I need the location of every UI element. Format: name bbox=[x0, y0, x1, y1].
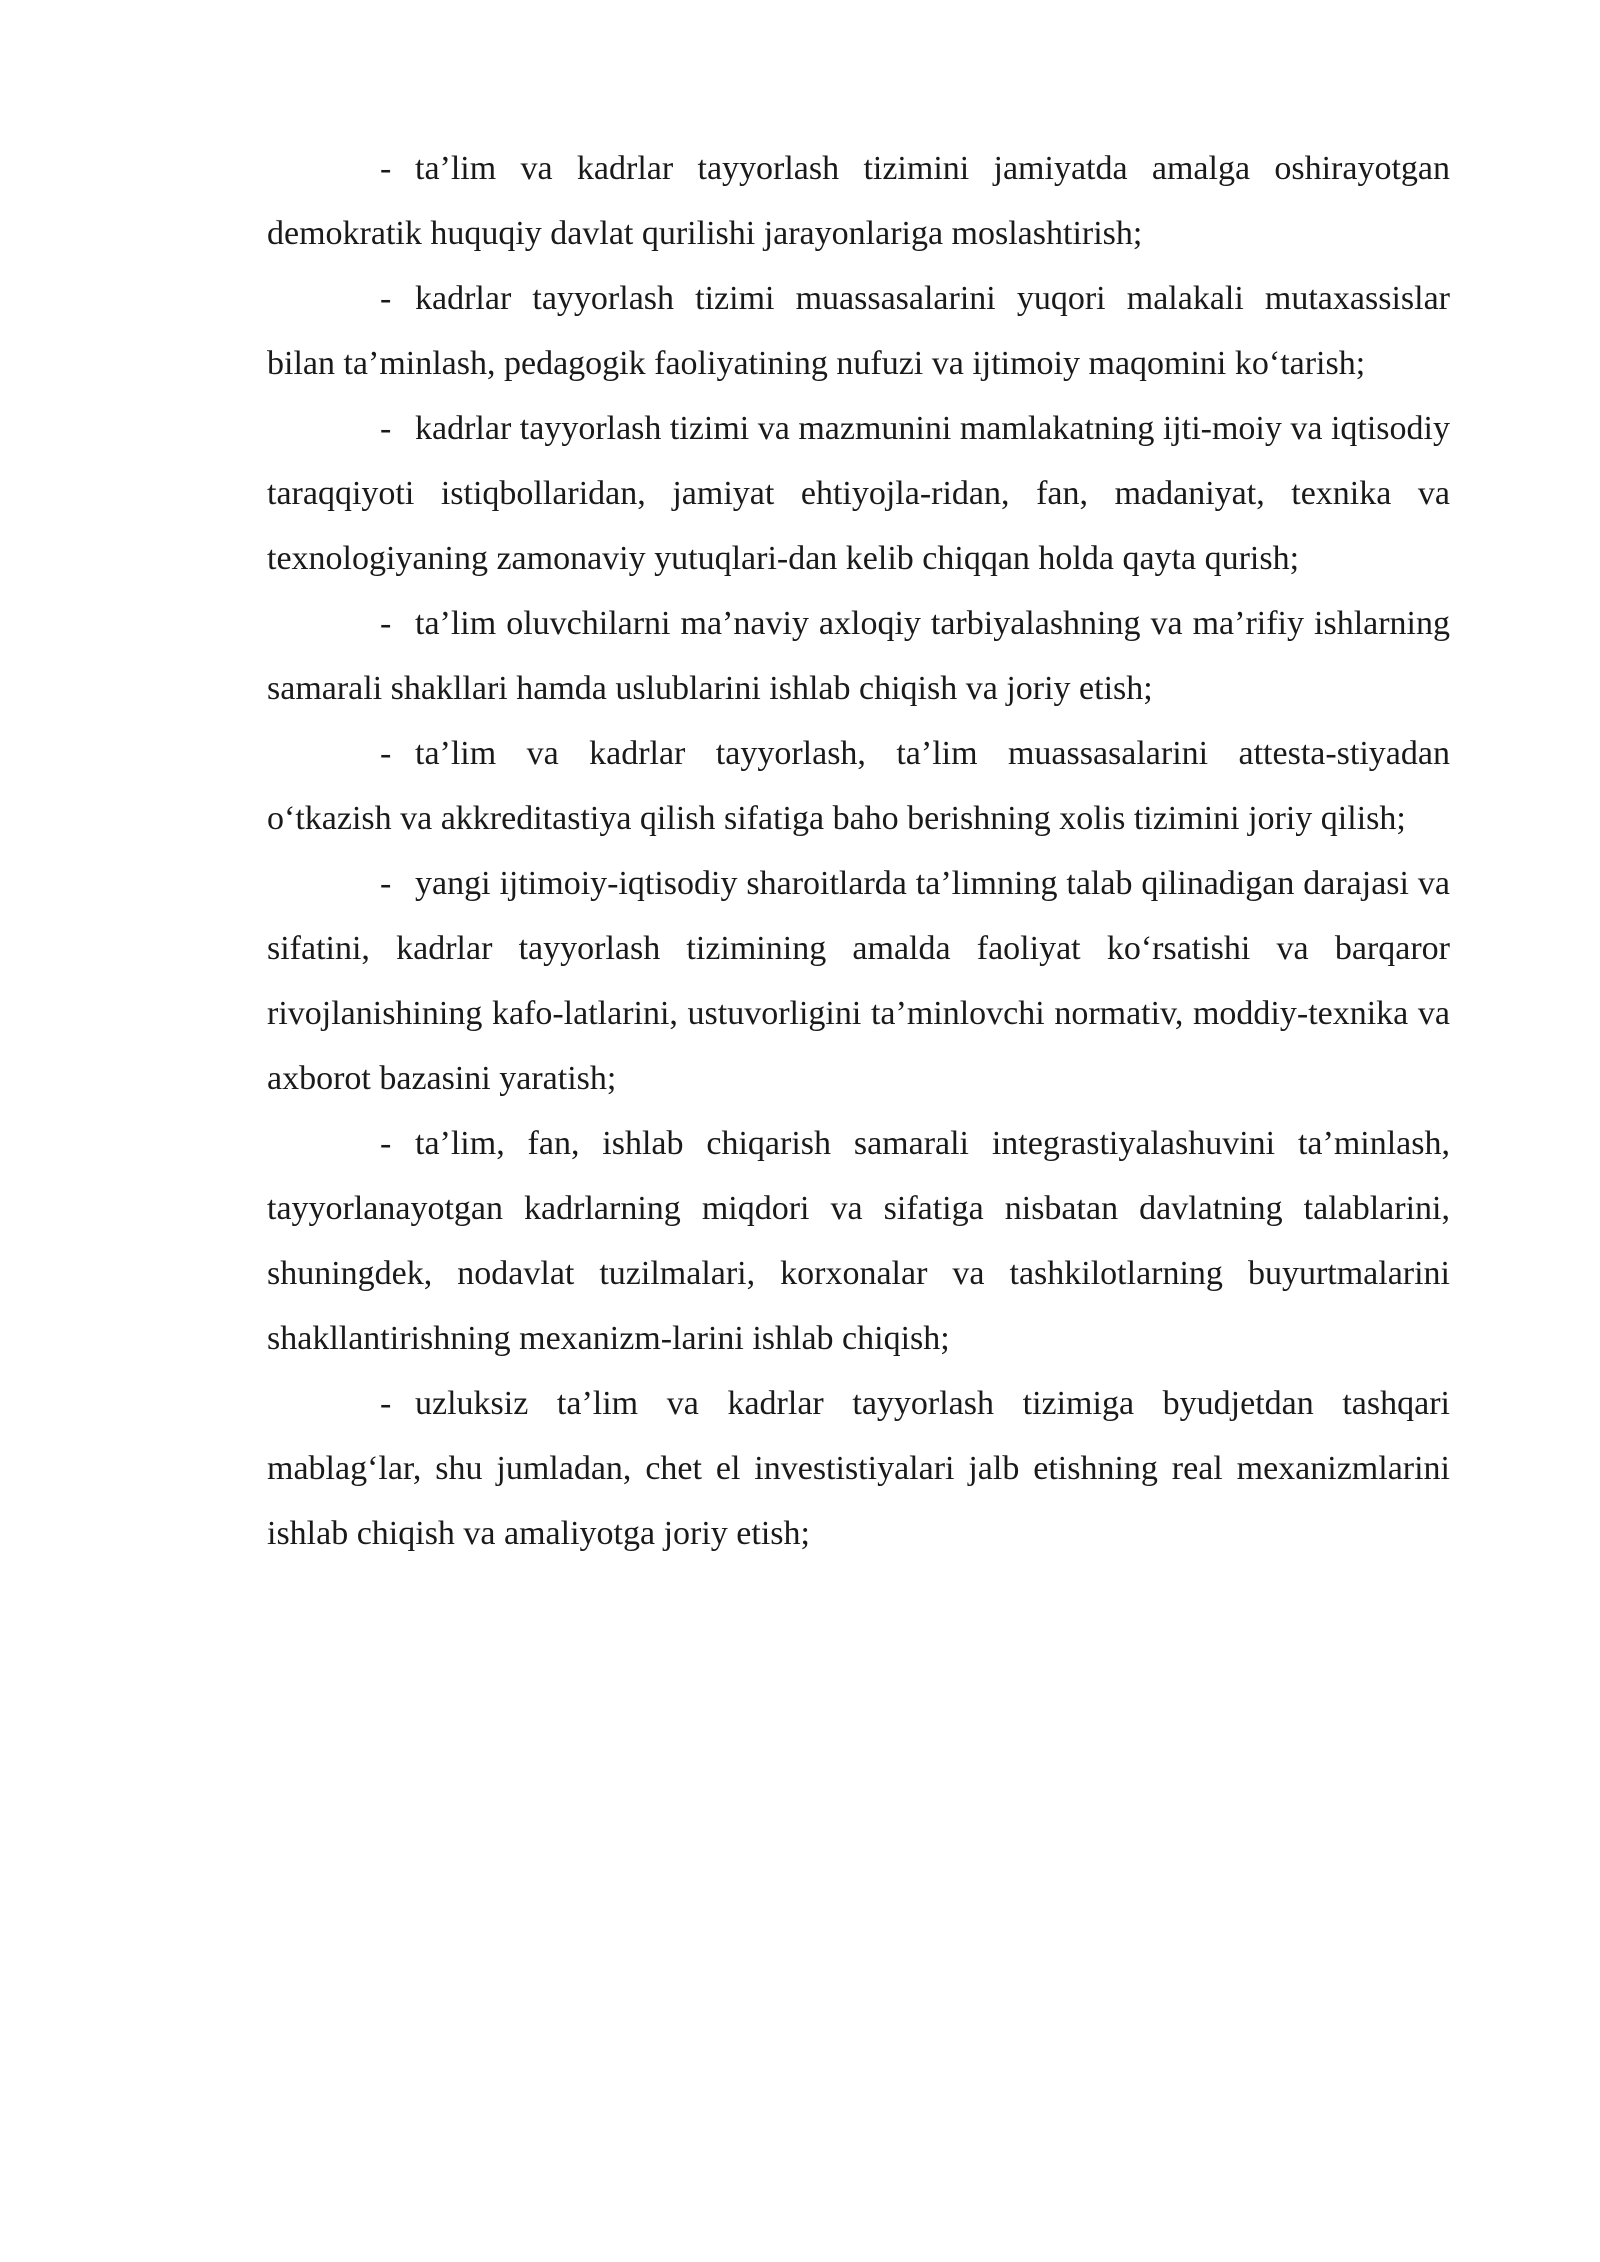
list-item-text: ta’lim va kadrlar tayyorlash tizimini jamiyatda amalga oshirayotgan demokratik huquqiy davlat qurilishi jarayonlariga moslashtirish; bbox=[267, 150, 1450, 252]
list-item bbox=[267, 1111, 1450, 1371]
list-item-text: ta’lim va kadrlar tayyorlash, ta’lim muassasalarini attesta-stiyadan o‘tkazish va akkreditastiya qilish sifatiga baho berishning xolis tizimini joriy qilish; bbox=[267, 735, 1450, 837]
list-item-text: ta’lim oluvchilarni ma’naviy axloqiy tarbiyalashning va ma’rifiy ishlarning samarali shakllari hamda uslublarini ishlab chiqish va joriy etish; bbox=[267, 605, 1450, 707]
list-item-text: uzluksiz ta’lim va kadrlar tayyorlash tizimiga byudjetdan tashqari mablag‘lar, shu jumladan, chet el investistiyalari jalb etishning real mexanizmlarini ishlab chiqish va amaliyotga joriy etish; bbox=[267, 1385, 1450, 1552]
list-item-text: kadrlar tayyorlash tizimi muassasalarini yuqori malakali mutaxassislar bilan ta’minlash, pedagogik faoliyatining nufuzi va ijtimoiy maqomini ko‘tarish; bbox=[267, 280, 1450, 382]
list-item bbox=[267, 851, 1450, 1111]
bullet-dash: - bbox=[380, 865, 392, 902]
bullet-dash: - bbox=[380, 1385, 392, 1422]
list-item bbox=[267, 396, 1450, 591]
list-item bbox=[267, 136, 1450, 266]
bullet-dash: - bbox=[380, 410, 392, 447]
bullet-dash: - bbox=[380, 150, 392, 187]
list-item bbox=[267, 591, 1450, 721]
bullet-dash: - bbox=[380, 1125, 392, 1162]
list-item bbox=[267, 266, 1450, 396]
list-item-text: kadrlar tayyorlash tizimi va mazmunini mamlakatning ijti-moiy va iqtisodiy taraqqiyoti istiqbollaridan, jamiyat ehtiyojla-ridan, fan, madaniyat, texnika va texnologiyaning zamonaviy yutuqlari-dan kelib chiqqan holda qayta qurish; bbox=[267, 410, 1450, 577]
list-item-text: ta’lim, fan, ishlab chiqarish samarali integrastiyalashuvini ta’minlash, tayyorlanayotgan kadrlarning miqdori va sifatiga nisbatan davlatning talablarini, shuningdek, nodavlat tuzilmalari, korxonalar va tashkilotlarning buyurtmalarini shakllantirishning mexanizm-larini ishlab chiqish; bbox=[267, 1125, 1450, 1357]
bullet-dash: - bbox=[380, 735, 392, 772]
list-item bbox=[267, 721, 1450, 851]
document-body bbox=[267, 136, 1450, 1566]
list-item bbox=[267, 1371, 1450, 1566]
list-item-text: yangi ijtimoiy-iqtisodiy sharoitlarda ta’limning talab qilinadigan darajasi va sifatini, kadrlar tayyorlash tizimining amalda faoliyat ko‘rsatishi va barqaror rivojlanishining kafo-latlarini, ustuvorligini ta’minlovchi normativ, moddiy-texnika va axborot bazasini yaratish; bbox=[267, 865, 1450, 1097]
bullet-dash: - bbox=[380, 280, 392, 317]
bullet-dash: - bbox=[380, 605, 392, 642]
